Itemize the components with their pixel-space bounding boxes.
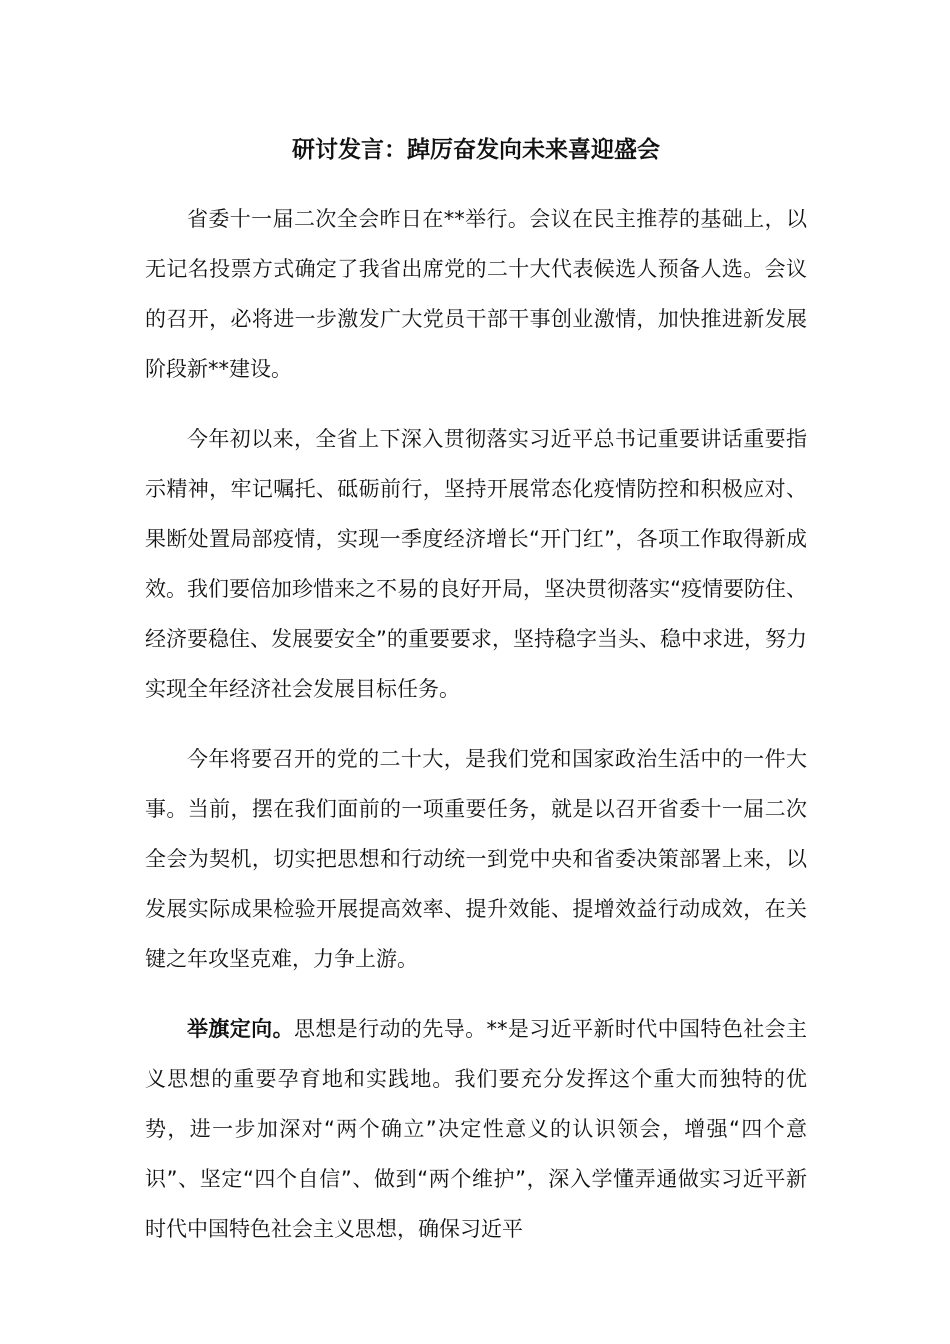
document-title: 研讨发言：踔厉奋发向未来喜迎盛会 xyxy=(292,137,660,163)
paragraph-3 xyxy=(145,734,807,984)
paragraph-4-text: 思想是行动的先导。**是习近平新时代中国特色社会主义思想的重要孕育地和实践地。我们要充分发挥这个重大而独特的优势，进一步加深对“两个确立”决定性意义的认识领会，增强“四个意识”、坚定“四个自信”、做到“两个维护”，深入学懂弄通做实习近平新时代中国特色社会主义思想，确保习近平 xyxy=(145,1017,808,1241)
document-body xyxy=(145,128,807,1254)
paragraph-1-text: 省委十一届二次全会昨日在**举行。会议在民主推荐的基础上，以无记名投票方式确定了我省出席党的二十大代表候选人预备人选。会议的召开，必将进一步激发广大党员干部干事创业激情，加快推进新发展阶段新**建设。 xyxy=(145,207,807,381)
paragraph-2 xyxy=(145,414,807,714)
paragraph-1 xyxy=(145,194,807,394)
paragraph-4-lead: 举旗定向。 xyxy=(187,1017,294,1041)
paragraph-2-text: 今年初以来，全省上下深入贯彻落实习近平总书记重要讲话重要指示精神，牢记嘱托、砥砺前行，坚持开展常态化疫情防控和积极应对、果断处置局部疫情，实现一季度经济增长“开门红”，各项工作取得新成效。我们要倍加珍惜来之不易的良好开局，坚决贯彻落实“疫情要防住、经济要稳住、发展要安全”的重要要求，坚持稳字当头、稳中求进，努力实现全年经济社会发展目标任务。 xyxy=(145,427,807,701)
paragraph-4 xyxy=(145,1004,807,1254)
paragraph-3-text: 今年将要召开的党的二十大，是我们党和国家政治生活中的一件大事。当前，摆在我们面前的一项重要任务，就是以召开省委十一届二次全会为契机，切实把思想和行动统一到党中央和省委决策部署上来，以发展实际成果检验开展提高效率、提升效能、提增效益行动成效，在关键之年攻坚克难，力争上游。 xyxy=(145,747,807,971)
